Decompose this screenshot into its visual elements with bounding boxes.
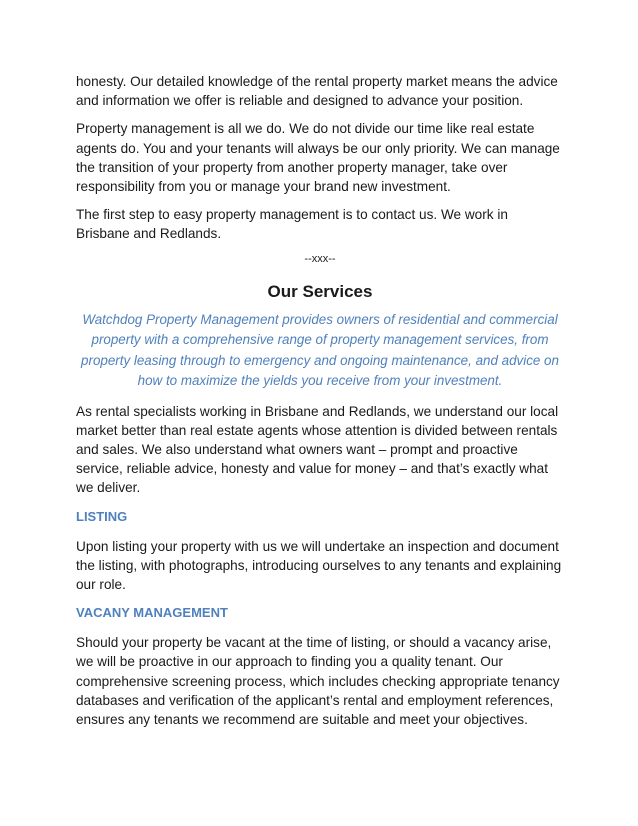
paragraph-honesty: honesty. Our detailed knowledge of the rental property market means the advice and information we offer is reliable and designed to advance your position. bbox=[76, 74, 558, 109]
document-page bbox=[76, 72, 564, 729]
paragraph-property-management: Property management is all we do. We do not divide our time like real estate agents do. You and your tenants will always be our only priority. We can manage the transition of your property from another property manager, take over responsibility from you or manage your brand new investment. bbox=[76, 121, 560, 195]
services-intro: Watchdog Property Management provides owners of residential and commercial property with a comprehensive range of property management services, from property leasing through to emergency and ongoing maintenance, and advice on how to maximize the yields you receive from your investment. bbox=[81, 311, 559, 389]
paragraph-vacancy: Should your property be vacant at the time of listing, or should a vacancy arise, we will be proactive in our approach to finding you a quality tenant. Our comprehensive screening process, which includes checking appropriate tenancy databases and verification of the applicant’s rental and employment references, ensures any tenants we recommend are suitable and meet your objectives. bbox=[76, 635, 560, 728]
section-separator: --xxx-- bbox=[304, 252, 336, 265]
paragraph-rental-specialists: As rental specialists working in Brisbane and Redlands, we understand our local market better than real estate agents whose attention is divided between rentals and sales. We also understand what owners want – prompt and proactive service, reliable advice, honesty and value for money – and that’s exactly what we deliver. bbox=[76, 403, 559, 496]
listing-heading: LISTING bbox=[76, 508, 128, 524]
vacancy-heading: VACANY MANAGEMENT bbox=[76, 605, 228, 621]
paragraph-contact: The first step to easy property management is to contact us. We work in Brisbane and Redlands. bbox=[76, 207, 508, 242]
services-heading: Our Services bbox=[267, 281, 373, 301]
paragraph-listing: Upon listing your property with us we will undertake an inspection and document the listing, with photographs, introducing ourselves to any tenants and explaining our role. bbox=[76, 538, 562, 593]
